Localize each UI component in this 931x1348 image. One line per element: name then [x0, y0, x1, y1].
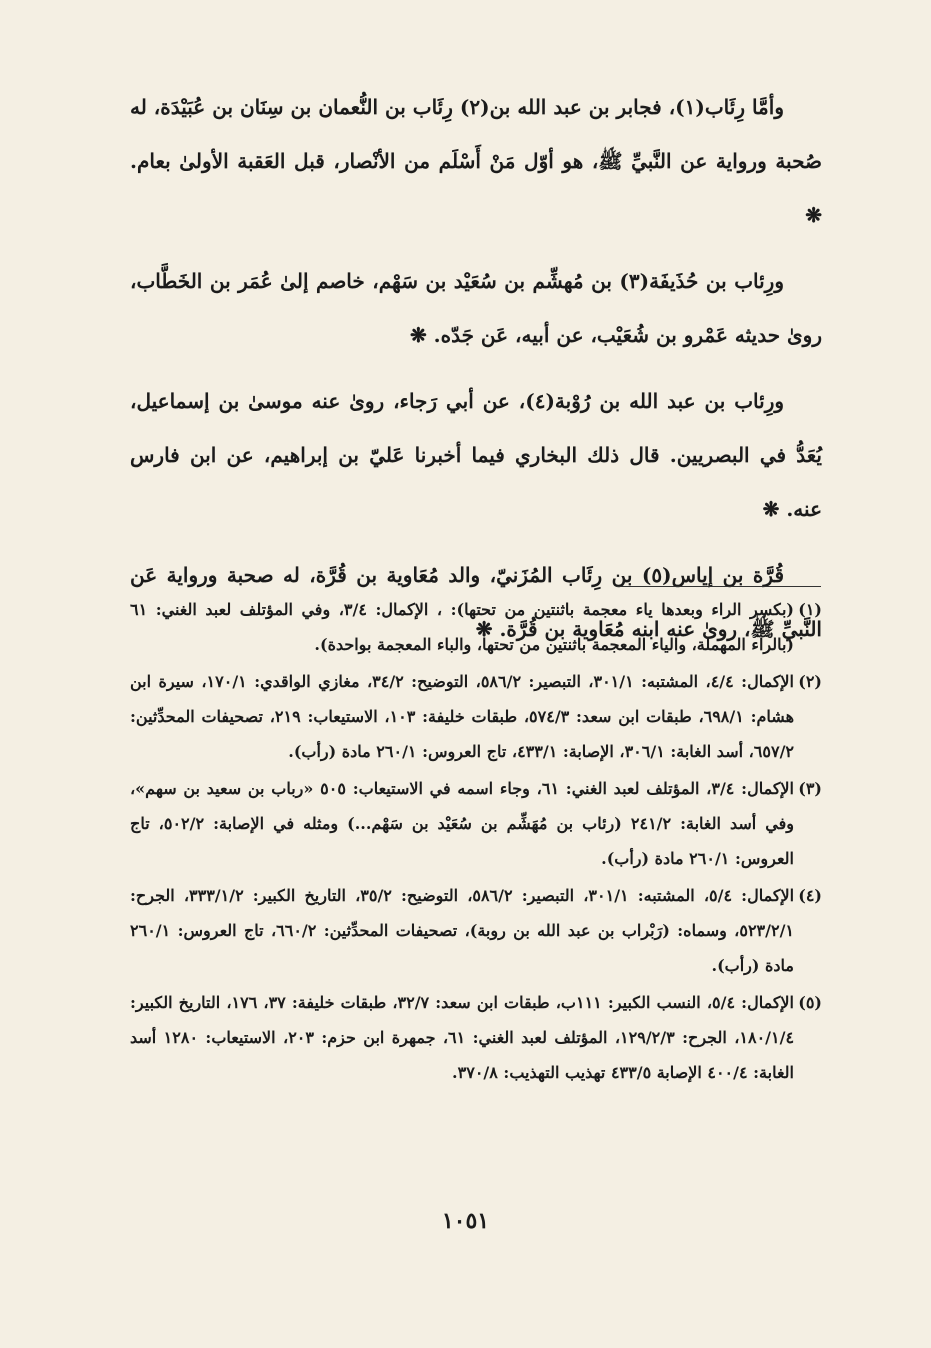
entry-riab-bin-hudhayfa: ورِئاب بن حُذَيفَة(٣) بن مُهشِّم بن سُعَيْد بن سَهْم، خاصم إلىٰ عُمَر بن الخَطَّاب، روىٰ حديثه عَمْرو بن شُعَيْب، عن أبيه، عَن جَدّه. ❋: [130, 269, 822, 347]
footnote-number: (٤): [798, 886, 822, 905]
page-number: ١٠٥١: [441, 1208, 490, 1234]
footnote: [130, 771, 822, 876]
footnote-number: (١): [798, 600, 822, 619]
footnote-text: الإكمال: ٥/٤، المشتبه: ٣٠١/١، التبصير: ٥٨٦/٢، التوضيح: ٣٥/٢، التاريخ الكبير: ٣٣٣/١/٢، الجرح: ٥٢٣/٢/١، وسماه: (رَبْراب بن عبد الله بن روبة)، تصحيفات المحدِّثين: ٦٦٠/٢، تاج العروس: ٢٦٠/١ مادة (رأب).: [130, 886, 795, 975]
footnote: [130, 878, 822, 983]
footnote-divider: [616, 586, 821, 587]
footnote-text: الإكمال: ٤/٤، المشتبه: ٣٠١/١، التبصير: ٥٨٦/٢، التوضيح: ٣٤/٢، مغازي الواقدي: ١٧٠/١، سيرة ابن هشام: ٦٩٨/١، طبقات ابن سعد: ٥٧٤/٣، طبقات خليفة: ١٠٣، الاستيعاب: ٢١٩، تصحيفات المحدِّثين: ٦٥٧/٢، أسد الغابة: ٣٠٦/١، الإصابة: ٤٣٣/١، تاج العروس: ٢٦٠/١ مادة (رأب).: [130, 672, 795, 761]
footnote-number: (٢): [798, 672, 822, 691]
footnote: [130, 592, 822, 662]
footnote-text: الإكمال: ٥/٤، النسب الكبير: ١١١ب، طبقات ابن سعد: ٣٢/٧، طبقات خليفة: ٣٧، ١٧٦، التاريخ الكبير: ١٨٠/١/٤، الجرح: ١٢٩/٢/٣، المؤتلف لعبد الغني: ٦١، جمهرة ابن حزم: ٢٠٣، الاستيعاب: ١٢٨٠ أسد الغابة: ٤٠٠/٤ الإصابة ٤٣٣/٥ تهذيب التهذيب: ٣٧٠/٨.: [130, 993, 795, 1082]
footnote-number: (٥): [798, 993, 822, 1012]
entry-jabir-bin-abdullah: وأمَّا رِئَاب(١)، فجابر بن عبد الله بن(٢) رِئَاب بن النُّعمان بن سِنَان بن عُبَيْدَة، له صُحبة ورواية عن النَّبيِّ ﷺ، هو أوّل مَنْ أَسْلَم من الأنْصار، قبل العَقبة الأولىٰ بعام. ❋: [130, 95, 822, 227]
entry-riab-bin-abdullah: ورِئاب بن عبد الله بن رُوْبة(٤)، عن أبي رَجاء، روىٰ عنه موسىٰ بن إسماعيل، يُعَدُّ في البصريين. قال ذلك البخاري فيما أخبرنا عَليّ بن إبراهيم، عن ابن فارس عنه. ❋: [130, 389, 822, 521]
main-text: [130, 80, 822, 668]
footnote-text: الإكمال: ٣/٤، المؤتلف لعبد الغني: ٦١، وجاء اسمه في الاستيعاب: ٥٠٥ «رباب بن سعيد بن سهم»، وفي أسد الغابة: ٢٤١/٢ (رئاب بن مُهَشِّم بن سُعَيْد بن سَهْم...) ومثله في الإصابة: ٥٠٢/٢، تاج العروس: ٢٦٠/١ مادة (رأب).: [130, 779, 795, 868]
entry-qurra-bin-iyas: قُرَّة بن إياس(٥) بن رِئَاب المُزَنيّ، والد مُعَاوية بن قُرَّة، له صحبة ورواية عَن النَّبيِّ ﷺ، روىٰ عنه ابنه مُعَاوية بن قُرَّة. ❋: [130, 563, 822, 641]
footnote-number: (٣): [798, 779, 822, 798]
footnote: [130, 985, 822, 1090]
footnote: [130, 664, 822, 769]
footnote-text: (بكسر الراء وبعدها ياء معجمة باثنتين من تحتها): ، الإكمال: ٣/٤، وفي المؤتلف لعبد الغني: ٦١ (بالراء المهملة، والياء المعجمة باثنتين من تحتها، والباء المعجمة بواحدة).: [130, 600, 794, 654]
footnotes: [130, 592, 822, 1092]
